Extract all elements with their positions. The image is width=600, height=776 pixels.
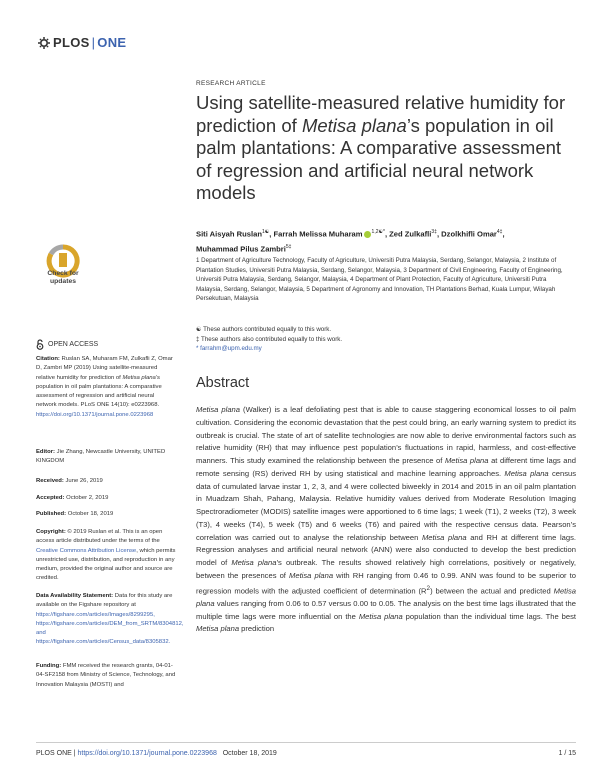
research-type-label: RESEARCH ARTICLE — [196, 80, 266, 87]
species-name: Metisa plana — [196, 624, 240, 634]
species-name: Metisa plana — [196, 405, 240, 414]
abstract-text: prediction — [239, 624, 275, 634]
abstract-body — [196, 404, 576, 636]
species-name: Metisa plana — [421, 532, 467, 542]
check-line1: Check for — [47, 270, 79, 277]
note-also: ‡ These authors also contributed equally to this work. — [196, 335, 343, 343]
author-sup: 5‡ — [285, 243, 292, 250]
citation-text1: Ruslan SA, Muharam FM, Zulkafli Z, Omar D, Zambri MP (2019) Using satellite-measured relative humidity for prediction of — [36, 356, 173, 381]
article-title — [196, 92, 576, 205]
abstract-text: and RH at different time lags. Regression analyses and artificial neural network (ANN) were also conducted to develop the best prediction model of — [196, 532, 576, 567]
author-notes — [196, 325, 574, 354]
received-block — [36, 477, 176, 486]
citation-doi-link[interactable]: https://doi.org/10.1371/journal.pone.0223968 — [36, 411, 154, 418]
published-date: October 18, 2019 — [66, 511, 114, 517]
data-availability-label: Data Availability Statement: — [36, 593, 114, 599]
abstract-text: census data of cumulated larvae instar 1, 2, 3, and 4 were collected biweekly in 2014 and 2015 in an oil palm plantation in Muadzam Shah, Pahang, Malaysia. Relative humidity values derived from Moderate Resolution Imaging Spectroradiometer (MODIS) satellite images were apportioned to 6 time lags; 1 week (T1), 2 weeks (T2), 3 week (T3), 4 weeks (T4), 5 week (T5) and 6 weeks (T6) and paired with the respective census data. Pearson’s correlation was carried out to analyse the relationship between — [196, 468, 577, 542]
open-access-label: OPEN ACCESS — [48, 341, 99, 348]
author-name[interactable]: Dzolkhifli Omar — [441, 229, 497, 239]
abstract-text: (Walker) is a leaf defoliating pest that is able to cause staggering economical losses to oil palm cultivation. Considering the economic devastation that the pest could bring, an early warning system to predict its outbreak is crucial. The state of art of satellite technologies are now able to derive environmental factors such as relative humidity (RH) that may influence pest population’s fluctuations in rapid, harmless, and cost-effective manners. This study examined the relationship between the presence of — [196, 405, 576, 465]
affiliations: 1 Department of Agriculture Technology, Faculty of Agriculture, Universiti Putra Malaysia, Serdang, Selangor, Malaysia, 2 Institute of Plantation Studies, Universiti Putra Malaysia, Serdang, Selangor, Malaysia, 3 Department of Civil Engineering, Faculty of Engineering, Universiti Putra Malaysia, Serdang, Selangor, Malaysia, 4 Department of Plant Protection, Faculty of Agriculture, Universiti Putra Malaysia, Serdang, Selangor, Malaysia, 5 Department of Agronomy and Innovation, TH Plantations Berhad, Kuala Lumpur, Wilayah Persekutuan, Malaysia — [196, 257, 563, 303]
abstract-text: at different time lags and remote sensing (RS) derived RH by using statistical and machine learning approaches. — [196, 456, 576, 478]
citation-text2: ’s population in oil palm plantations: A comparative assessment of regression and artificial neural network models. PLoS ONE 14(10): e0223968. — [36, 374, 162, 409]
check-line2: updates — [49, 278, 77, 285]
abstract-text: with RH ranging from 0.46 to 0.99. ANN was found to be superior to regression models with the adjusted coefficient of determination (R — [196, 570, 577, 596]
plos-logo-icon — [38, 37, 50, 49]
title-species: Metisa plana — [301, 114, 407, 136]
published-block — [36, 510, 176, 519]
logo-one-text: ONE — [97, 35, 127, 50]
funding-block — [36, 662, 176, 690]
logo-plos-text: PLOS — [53, 35, 90, 50]
citation-block — [36, 355, 176, 420]
citation-label: Citation: — [36, 356, 60, 362]
received-label: Received: — [36, 478, 64, 484]
corresponding-email[interactable]: * farrahm@upm.edu.my — [196, 345, 262, 353]
abstract-text: ) between the actual and predicted — [430, 586, 554, 596]
copyright-text2: , which permits unrestricted use, distribution, and reproduction in any medium, provided the original author and source are credited. — [36, 547, 176, 582]
footer-sep: | — [71, 750, 78, 757]
species-name: Metisa plana — [358, 611, 403, 621]
superscript: 2 — [426, 584, 431, 592]
footer-doi-link[interactable]: https://doi.org/10.1371/journal.pone.0223968 — [77, 750, 217, 757]
open-access-badge — [36, 339, 98, 350]
accepted-block — [36, 494, 176, 503]
footer-date: October 18, 2019 — [222, 750, 277, 757]
copyright-block — [36, 528, 176, 584]
citation-species: Metisa plana — [122, 374, 156, 381]
copyright-text1: © 2019 Ruslan et al. This is an open access article distributed under the terms of the — [36, 529, 163, 545]
author-name[interactable]: Muhammad Pilus Zambri — [196, 244, 286, 254]
author-sup: 3‡ — [431, 229, 437, 235]
license-link[interactable]: Creative Commons Attribution License — [36, 547, 137, 554]
logo-separator: | — [91, 35, 96, 50]
species-name: Metisa plana — [289, 570, 334, 580]
published-label: Published: — [36, 511, 67, 517]
author-name[interactable]: Farrah Melissa Muharam — [273, 229, 363, 239]
page-footer — [36, 750, 277, 757]
species-name: Metisa plana — [196, 586, 576, 608]
abstract-text: values ranging from 0.06 to 0.57 versus 0.00 to 0.05. The analysis on the best time lags illustrated that the multiple time lags were more influential on the — [196, 598, 576, 621]
author-list: Siti Aisyah Ruslan$^{1☯}$, Farrah Melissa Muharam $^{1,2☯*}$, Zed Zulkafli$^{3\ddagger}$, Dzolkhifli Omar$^{4\ddagger}$, Muhammad Pilus Zambri$^{5\ddagger}$ — [196, 229, 505, 254]
page-number: 1 / 15 — [558, 750, 576, 757]
accepted-date: October 2, 2019 — [64, 495, 109, 501]
species-name: Metisa plana — [444, 456, 489, 465]
funding-text: FMM received the research grants, 04-01-04-SF2158 from Ministry of Science, Technology, and Innovation Malaysia (MOSTI) and — [36, 663, 176, 688]
accepted-label: Accepted: — [36, 495, 65, 501]
abstract-heading: Abstract — [196, 375, 250, 391]
received-date: June 26, 2019 — [63, 478, 103, 484]
data-availability-block — [36, 592, 184, 648]
plos-one-logo[interactable] — [38, 35, 126, 50]
author-name[interactable]: Zed Zulkafli — [389, 229, 432, 239]
editor-block — [36, 448, 176, 467]
species-name: Metisa plana — [504, 468, 549, 478]
editor-text: Jie Zhang, Newcastle University, UNITED KINGDOM — [36, 449, 166, 465]
author-sup: 4‡ — [496, 229, 503, 235]
open-lock-icon — [36, 339, 44, 350]
species-name: Metisa plana — [231, 558, 277, 567]
orcid-icon[interactable] — [364, 231, 371, 238]
figshare-links[interactable]: https://figshare.com/articles/Images/8299295, https://figshare.com/articles/DEM_from_SRTM/8304812, and https://figshare.com/articles/Census_data/8305832. — [36, 611, 184, 646]
abstract-text: population than the individual time lags. The best — [402, 611, 576, 621]
editor-label: Editor: — [36, 449, 55, 455]
title-part2: ’s population in oil palm plantations: A comparative assessment of regression and artificial neural network models — [196, 114, 562, 203]
author-sup: 1,2☯* — [371, 229, 385, 235]
note-equal: ☯ These authors contributed equally to this work. — [196, 326, 332, 333]
check-for-updates-label[interactable] — [39, 270, 87, 286]
footer-journal: PLOS ONE — [36, 750, 72, 757]
footer-divider — [36, 742, 576, 743]
author-name[interactable]: Siti Aisyah Ruslan — [196, 229, 262, 239]
author-sup: 1☯ — [261, 229, 270, 235]
data-availability-text: Data for this study are available on the Figshare repository at — [36, 593, 173, 609]
copyright-label: Copyright: — [36, 529, 66, 535]
funding-label: Funding: — [36, 663, 62, 669]
title-part1: Using satellite-measured relative humidity for prediction of — [196, 92, 566, 136]
abstract-text: ’s outbreak. The results showed relatively high correlations, positively or negatively, between the presences of — [196, 558, 576, 580]
